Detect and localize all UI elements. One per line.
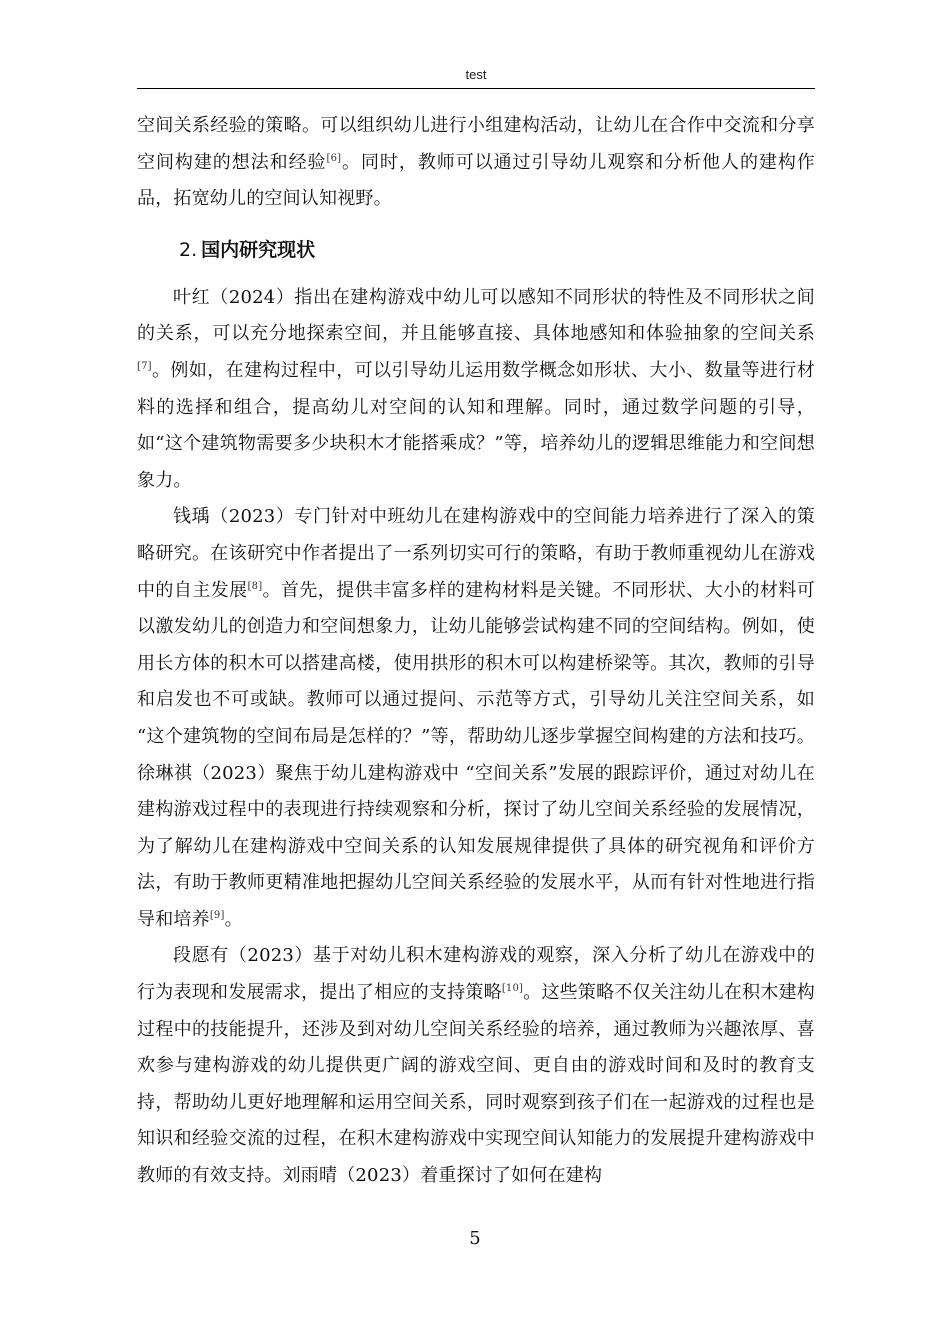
citation-10[interactable]: [10] (501, 983, 524, 995)
section-title: 国内研究现状 (201, 238, 316, 261)
page-header: test (465, 67, 487, 82)
text: 叶红（2024）指出在建构游戏中幼儿可以感知不同形状的特性及不同形状之间的关系，可以充分地探索空间，并且能够直接、具体地感知和体验抽象的空间关系 (137, 286, 815, 345)
text: 钱瑀（2023）专门针对中班幼儿在建构游戏中的空间能力培养进行了深入的策略研究。在该研究中作者提出了一系列切实可行的策略，有助于教师重视幼儿在游戏中的自主发展 (137, 506, 815, 601)
body-text (137, 108, 815, 1195)
paragraph-yehong (137, 280, 815, 500)
text: 空间关系经验的策略。可以组织幼儿进行小组建构活动，让幼儿在合作中交流和分享空间构建的想法和经验 (137, 115, 815, 173)
text: 。例如，在建构过程中，可以引导幼儿运用数学概念如形状、大小、数量等进行材料的选择和组合，提高幼儿对空间的认知和理解。同时，通过数学问题的引导，如“这个建筑物需要多少块积木才能搭乘成？”等，培养幼儿的逻辑思维能力和空间想象力。 (137, 359, 815, 491)
text: 。这些策略不仅关注幼儿在积木建构过程中的技能提升，还涉及到对幼儿空间关系经验的培养，通过教师为兴趣浓厚、喜欢参与建构游戏的幼儿提供更广阔的游戏空间、更自由的游戏时间和及时的教育支持，帮助幼儿更好地理解和运用空间关系，同时观察到孩子们在一起游戏的过程也是知识和经验交流的过程，在积木建构游戏中实现空间认知能力的发展提升建构游戏中教师的有效支持。刘雨晴（2023）着重探讨了如何在建构 (137, 982, 816, 1187)
header-divider (137, 88, 815, 89)
citation-7[interactable]: [7] (137, 360, 152, 372)
paragraph-continuation (137, 108, 815, 218)
paragraph-duanyuanyou (137, 938, 815, 1194)
text: 段愿有（2023）基于对幼儿积木建构游戏的观察，深入分析了幼儿在游戏中的行为表现和发展需求，提出了相应的支持策略 (137, 945, 815, 1004)
section-number: 2. (179, 238, 198, 261)
citation-8[interactable]: [8] (247, 580, 263, 592)
text: 。同时，教师可以通过引导幼儿观察和分析他人的建构作品，拓宽幼儿的空间认知视野。 (137, 151, 816, 210)
citation-9[interactable]: [9] (209, 909, 225, 921)
citation-6[interactable]: [6] (326, 152, 342, 164)
paragraph-qianyu (137, 499, 815, 938)
text: 。 (224, 908, 243, 930)
text: 。首先，提供丰富多样的建构材料是关键。不同形状、大小的材料可以激发幼儿的创造力和空间想象力，让幼儿能够尝试构建不同的空间结构。例如，使用长方体的积木可以搭建高楼，使用拱形的积木可以构建桥梁等。其次，教师的引导和启发也不可或缺。教师可以通过提问、示范等方式，引导幼儿关注空间关系，如 “这个建筑物的空间布局是怎样的？”等，帮助幼儿逐步掌握空间构建的方法和技巧。徐琳祺（2023）聚焦于幼儿建构游戏中 “空间关系”发展的跟踪评价，通过对幼儿在建构游戏过程中的表现进行持续观察和分析，探讨了幼儿空间关系经验的发展情况，为了解幼儿在建构游戏中空间关系的认知发展规律提供了具体的研究视角和评价方法，有助于教师更精准地把握幼儿空间关系经验的发展水平，从而有针对性地进行指导和培养 (137, 579, 816, 930)
section-heading (137, 230, 815, 270)
page-number: 5 (469, 1228, 481, 1249)
